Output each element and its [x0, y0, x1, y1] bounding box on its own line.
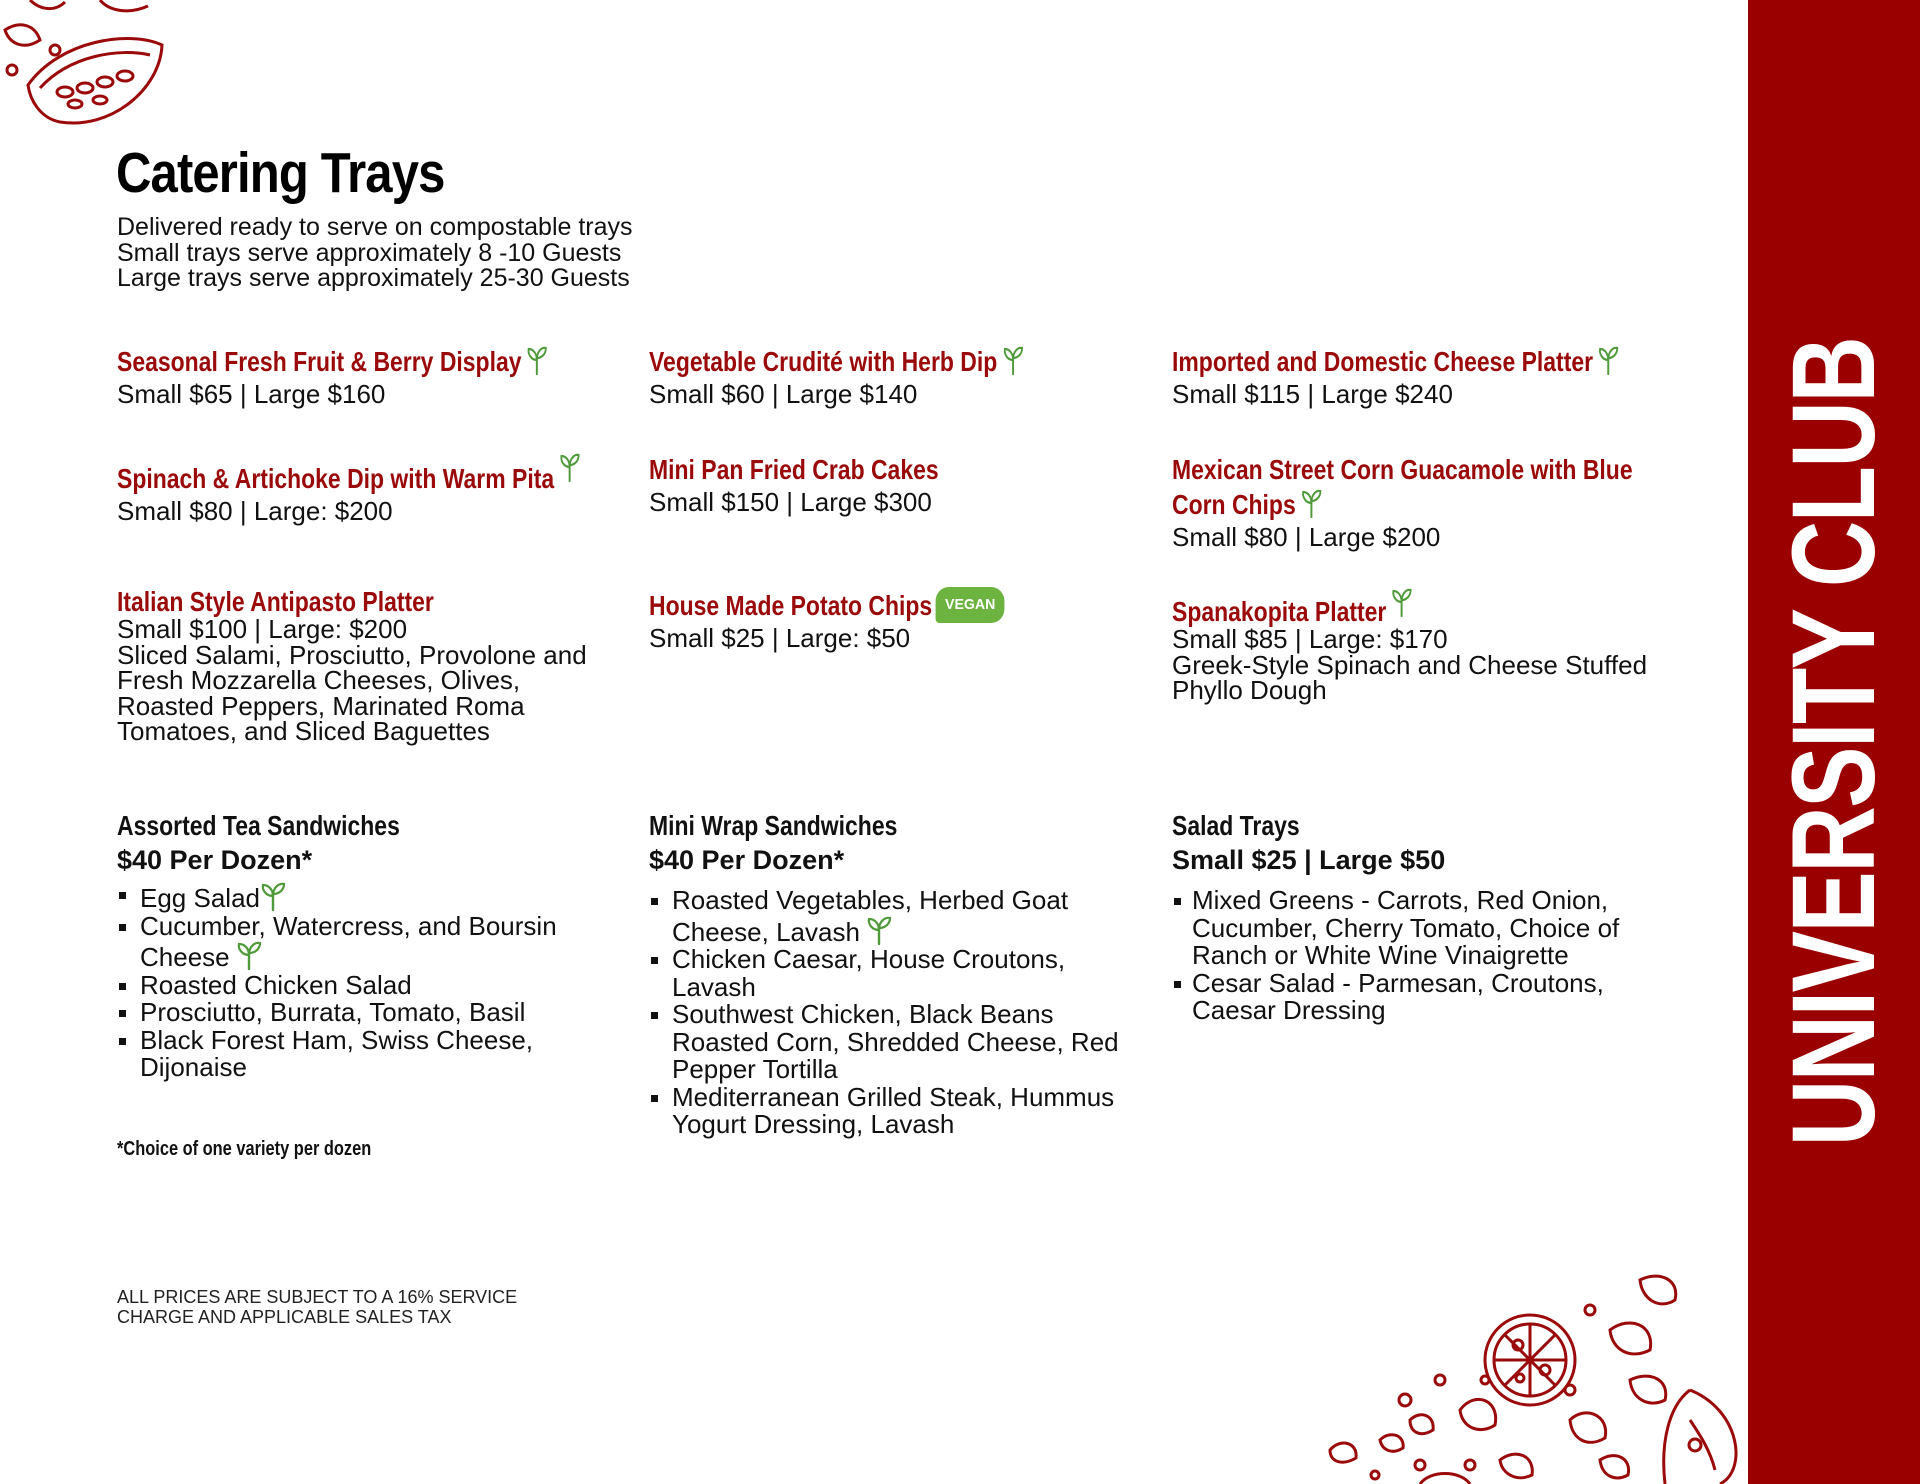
option-line: Cheese, Lavash: [672, 916, 860, 947]
option-list: [649, 887, 1169, 1139]
menu-item: [1172, 587, 1692, 704]
option-line: Cesar Salad - Parmesan, Croutons,: [1192, 967, 1604, 998]
section-price: $40 Per Dozen*: [117, 845, 313, 875]
pizza-spinach-illustration: [1270, 1270, 1748, 1484]
item-description: [117, 639, 637, 746]
description-line: Roasted Peppers, Marinated Roma: [117, 690, 525, 721]
leaf-sprout-icon: [526, 345, 547, 375]
option-line: Roasted Vegetables, Herbed Goat: [672, 885, 1069, 915]
list-item: [117, 1024, 637, 1082]
description-line: Fresh Mozzarella Cheeses, Olives,: [117, 665, 521, 695]
option-line: Egg Salad: [140, 883, 260, 913]
description-line: Sliced Salami, Prosciutto, Provolone and: [117, 639, 587, 670]
item-price: Small $100 | Large: $200: [117, 614, 408, 644]
list-item: [117, 969, 637, 1000]
option-line: Ranch or White Wine Vinaigrette: [1192, 940, 1569, 970]
intro-line: Small trays serve approximately 8 -10 Guests: [117, 238, 622, 267]
menu-item: [117, 587, 637, 745]
option-line: Mediterranean Grilled Steak, Hummus: [672, 1081, 1115, 1112]
footnote: *Choice of one variety per dozen: [117, 1138, 372, 1160]
option-line: Black Forest Ham, Swiss Cheese,: [140, 1024, 534, 1055]
section-price: $40 Per Dozen*: [649, 845, 845, 875]
item-price: Small $80 | Large $200: [1172, 522, 1441, 552]
description-line: Phyllo Dough: [1172, 675, 1327, 705]
service-charge-disclaimer: [117, 1287, 517, 1327]
item-name: Vegetable Crudité with Herb Dip: [649, 346, 998, 377]
item-price: Small $80 | Large: $200: [117, 496, 393, 526]
item-name: Mexican Street Corn Guacamole with Blue: [1172, 454, 1633, 485]
item-price: Small $115 | Large $240: [1172, 379, 1453, 409]
option-list: [117, 881, 637, 1082]
menu-item: [117, 452, 637, 526]
option-line: Prosciutto, Burrata, Tomato, Basil: [140, 997, 526, 1027]
list-item: [649, 887, 1169, 946]
item-description: [1172, 649, 1692, 705]
menu-section: [649, 809, 1169, 1139]
list-item: [1172, 887, 1692, 970]
option-line: Lavash: [672, 971, 756, 1002]
section-title: Mini Wrap Sandwiches: [649, 810, 898, 841]
leaf-sprout-icon: [866, 915, 892, 945]
brand-name: UNIVERSITY CLUB: [1768, 337, 1900, 1147]
description-line: Tomatoes, and Sliced Baguettes: [117, 716, 490, 746]
item-price: Small $60 | Large $140: [649, 379, 918, 409]
item-name: House Made Potato Chips: [649, 590, 933, 621]
menu-item: [1172, 452, 1692, 552]
option-line: Cheese: [140, 942, 230, 972]
list-item: [117, 910, 637, 972]
option-list: [1172, 887, 1692, 1025]
option-line: Roasted Chicken Salad: [140, 969, 412, 1000]
item-name: Spinach & Artichoke Dip with Warm Pita: [117, 463, 555, 494]
option-line: Pepper Tortilla: [672, 1054, 838, 1084]
option-line: Dijonaise: [140, 1052, 247, 1082]
leaf-sprout-icon: [1002, 345, 1023, 375]
menu-item: [649, 452, 1169, 517]
menu-item: [117, 344, 637, 409]
option-line: Cucumber, Watercress, and Boursin: [140, 910, 557, 941]
intro-text: [117, 215, 633, 292]
description-line: Greek-Style Spinach and Cheese Stuffed: [1172, 649, 1648, 680]
option-line: Caesar Dressing: [1192, 995, 1386, 1025]
item-price: Small $65 | Large $160: [117, 379, 386, 409]
list-item: [649, 946, 1169, 1001]
leaf-sprout-icon: [1391, 587, 1412, 617]
option-line: Yogurt Dressing, Lavash: [672, 1109, 955, 1139]
item-name: Mini Pan Fried Crab Cakes: [649, 454, 939, 485]
leaf-sprout-icon: [260, 881, 286, 911]
item-price: Small $85 | Large: $170: [1172, 624, 1448, 654]
item-name: Spanakopita Platter: [1172, 596, 1387, 627]
disclaimer-line: CHARGE AND APPLICABLE SALES TAX: [117, 1307, 452, 1327]
disclaimer-line: ALL PRICES ARE SUBJECT TO A 16% SERVICE: [117, 1287, 518, 1307]
tomato-slice-illustration: [0, 0, 175, 135]
leaf-sprout-icon: [236, 940, 262, 970]
page-title: Catering Trays: [116, 141, 445, 205]
list-item: [1172, 967, 1692, 1025]
leaf-sprout-icon: [559, 452, 580, 482]
list-item: [649, 1081, 1169, 1139]
list-item: [117, 999, 637, 1027]
leaf-sprout-icon: [1301, 488, 1322, 518]
item-name: Corn Chips: [1172, 489, 1296, 520]
intro-line: Delivered ready to serve on compostable trays: [117, 213, 633, 241]
item-name: Italian Style Antipasto Platter: [117, 586, 434, 617]
menu-section: [117, 809, 637, 1082]
item-name: Imported and Domestic Cheese Platter: [1172, 346, 1594, 377]
option-line: Chicken Caesar, House Croutons,: [672, 944, 1066, 974]
item-name: Seasonal Fresh Fruit & Berry Display: [117, 346, 522, 377]
section-title: Assorted Tea Sandwiches: [117, 810, 400, 841]
item-price: Small $25 | Large: $50: [649, 623, 911, 653]
leaf-sprout-icon: [1598, 345, 1619, 375]
section-title: Salad Trays: [1172, 810, 1300, 841]
menu-item: [649, 587, 1169, 653]
menu-item: [649, 344, 1169, 409]
list-item: [649, 1001, 1169, 1084]
option-line: Roasted Corn, Shredded Cheese, Red: [672, 1026, 1119, 1057]
option-line: Mixed Greens - Carrots, Red Onion,: [1192, 885, 1609, 915]
option-line: Cucumber, Cherry Tomato, Choice of: [1192, 912, 1620, 943]
intro-line: Large trays serve approximately 25-30 Guests: [117, 264, 630, 292]
section-price: Small $25 | Large $50: [1172, 845, 1446, 875]
brand-sidebar: [1748, 0, 1920, 1484]
item-price: Small $150 | Large $300: [649, 487, 932, 517]
option-line: Southwest Chicken, Black Beans: [672, 999, 1054, 1029]
vegan-badge: VEGAN: [936, 587, 1005, 623]
menu-item: [1172, 344, 1692, 409]
list-item: [117, 881, 637, 913]
menu-section: [1172, 809, 1692, 1025]
